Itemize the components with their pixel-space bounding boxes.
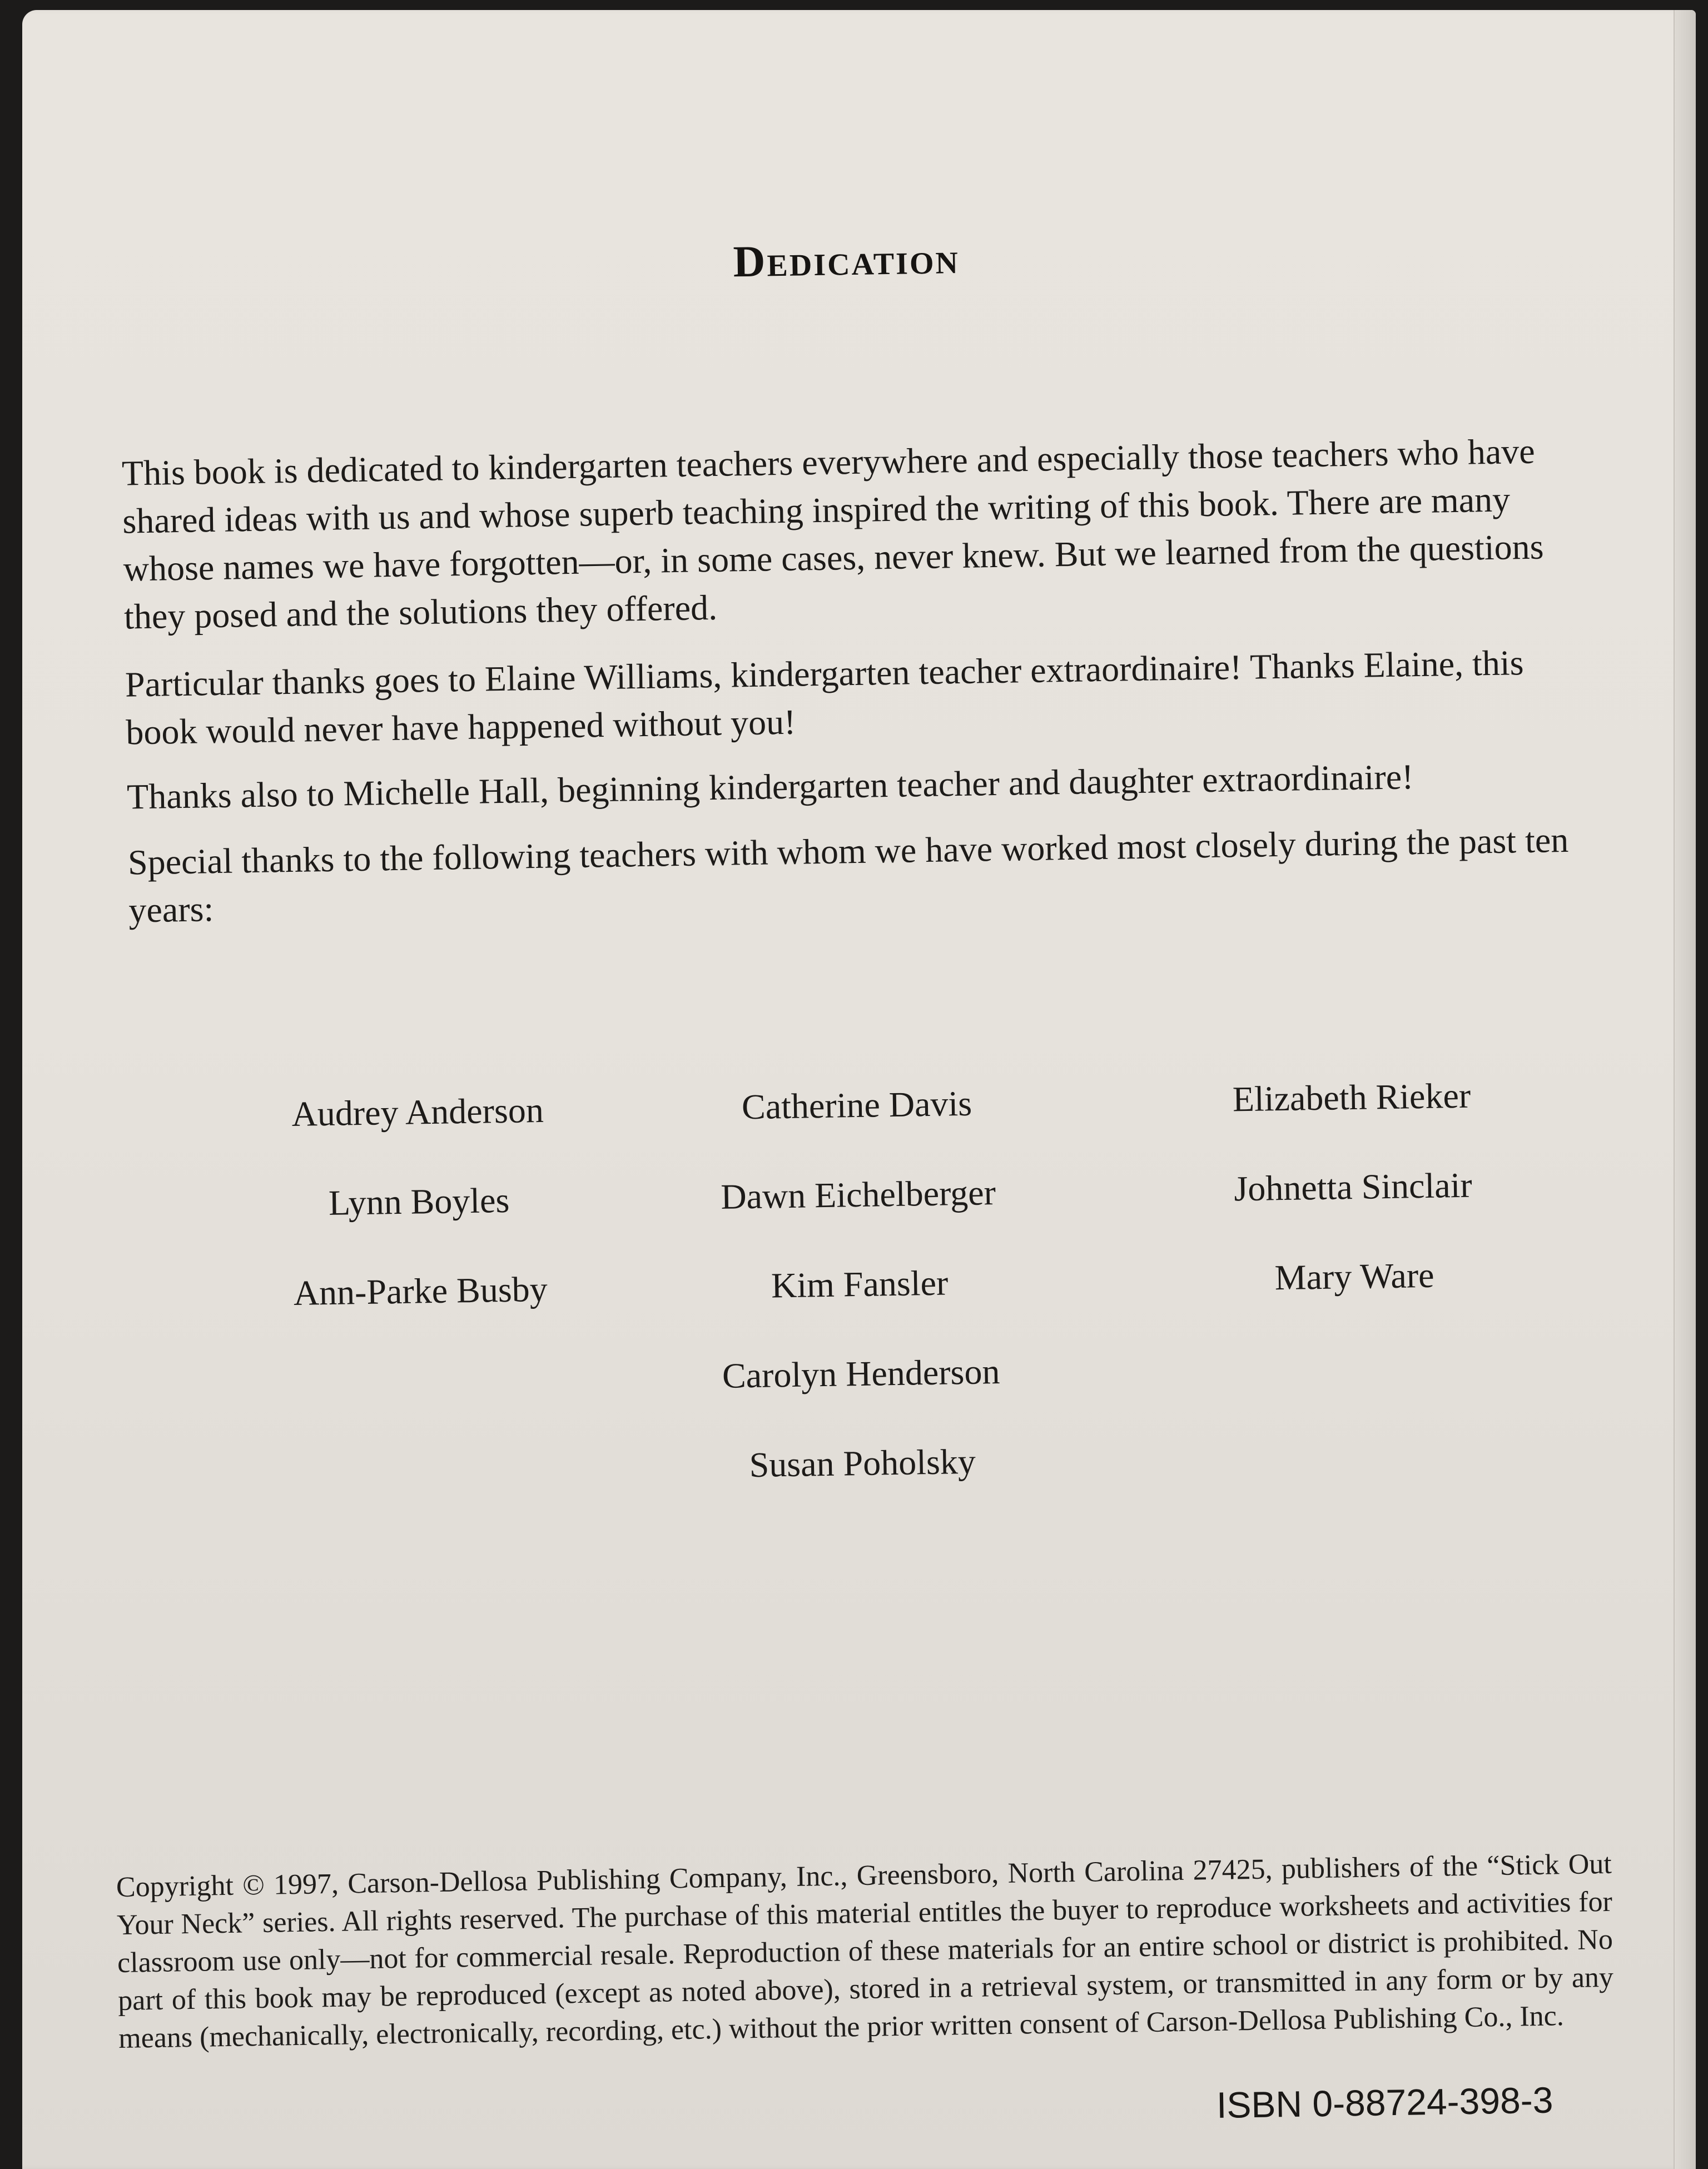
dedication-paragraph-4: Special thanks to the following teachers with whom we have worked most closely during the past ten years: xyxy=(127,820,1569,930)
teacher-name: Carolyn Henderson xyxy=(722,1352,1000,1396)
teacher-names-column-1 xyxy=(167,1086,672,1362)
teacher-name: Audrey Anderson xyxy=(291,1090,544,1134)
dedication-paragraph-1: This book is dedicated to kindergarten teachers everywhere and especially those teachers who have shared ideas with us and whose superb teaching inspired the writing of this book. There are many whose names we have forgotten—or, in some cases, never knew. But we learned from the questions they posed and the solutions they offered. xyxy=(121,431,1544,637)
dedication-paragraph-3: Thanks also to Michelle Hall, beginning kindergarten teacher and daughter extraordinaire! xyxy=(126,757,1414,817)
teacher-name: Ann-Parke Busby xyxy=(293,1269,548,1313)
teacher-name: Mary Ware xyxy=(1274,1255,1435,1298)
teacher-name: Elizabeth Rieker xyxy=(1232,1075,1471,1119)
teacher-name: Catherine Davis xyxy=(741,1083,972,1127)
teacher-name: Kim Fansler xyxy=(771,1263,949,1306)
teacher-name: Lynn Boyles xyxy=(328,1180,510,1223)
page-content xyxy=(22,10,1696,2169)
isbn-number: ISBN 0-88724-398-3 xyxy=(1216,2079,1553,2126)
teacher-names-column-3 xyxy=(1101,1071,1605,1348)
dedication-title: Dedication xyxy=(732,234,960,287)
dedication-paragraph-2: Particular thanks goes to Elaine Williams, kindergarten teacher extraordinaire! Thanks Elaine, this book would never have happened without you! xyxy=(125,643,1525,752)
teacher-names-column-2 xyxy=(607,1079,1114,1535)
book-page xyxy=(22,10,1696,2169)
copyright-notice: Copyright © 1997, Carson-Dellosa Publishing Company, Inc., Greensboro, North Carolina 27425, publishers of the “Stick Out Your Neck” series. All rights reserved. The purchase of this material entitles the buyer to reproduce worksheets and activities for classroom use only—not for commercial resale. Reproduction of these materials for an entire school or district is prohibited. No part of this book may be reproduced (except as noted above), stored in a retrieval system, or transmitted in any form or by any means (mechanically, electronically, recording, etc.) without the prior written consent of Carson-Dellosa Publishing Co., Inc. xyxy=(116,1848,1614,2055)
teacher-name: Susan Poholsky xyxy=(749,1441,976,1485)
teacher-name: Johnetta Sinclair xyxy=(1233,1165,1473,1209)
teacher-name: Dawn Eichelberger xyxy=(720,1173,996,1217)
